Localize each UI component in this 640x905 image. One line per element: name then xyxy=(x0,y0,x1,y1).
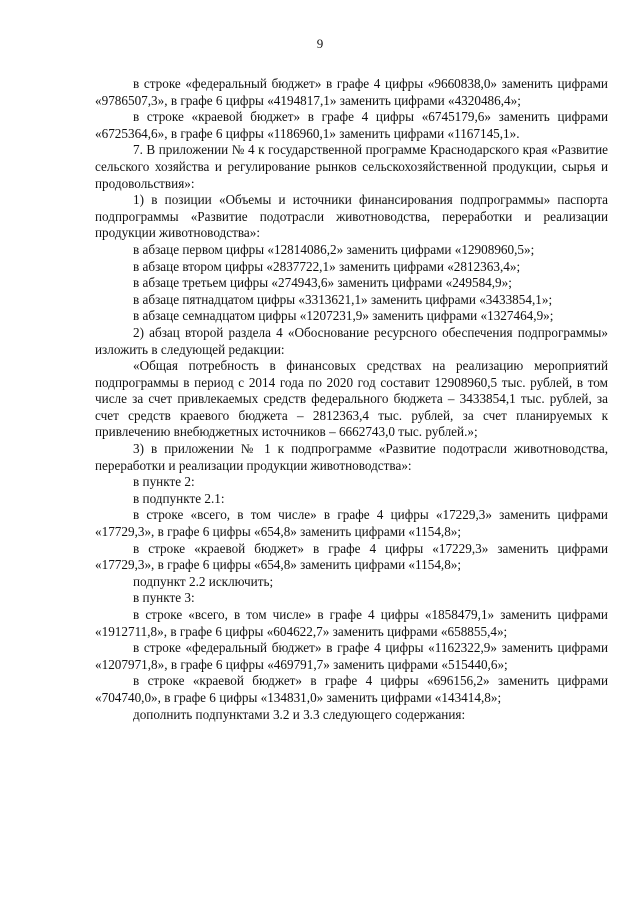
paragraph-item-7: 7. В приложении № 4 к государственной программе Краснодарского края «Развитие сельского хозяйства и регулирование рынков сельскохозяйственной продукции, сырья и продовольствия»: xyxy=(95,142,608,191)
paragraph-quote: «Общая потребность в финансовых средствах на реализацию мероприятий подпрограммы в период с 2014 года по 2020 год составит 12908960,5 тыс. рублей, в том числе за счет привлекаемых средств федерального бюджета – 3433854,1 тыс. рублей, за счет средств краевого бюджета – 2812363,4 тыс. рублей, за счет планируемых к привлечению внебюджетных источников – 6662743,0 тыс. рублей.»; xyxy=(95,358,608,440)
paragraph-federal-3: в строке «федеральный бюджет» в графе 4 цифры «1162322,9» заменить цифрами «1207971,8», в графе 6 цифры «469791,7» заменить цифрами «515440,6»; xyxy=(95,640,608,672)
paragraph-abzac-3: в абзаце третьем цифры «274943,6» заменить цифрами «249584,9»; xyxy=(133,275,512,291)
page-number: 9 xyxy=(316,36,324,51)
document-body xyxy=(95,76,608,723)
paragraph-abzac-1: в абзаце первом цифры «12814086,2» заменить цифрами «12908960,5»; xyxy=(133,241,535,257)
paragraph-federal-budget: в строке «федеральный бюджет» в графе 4 цифры «9660838,0» заменить цифрами «9786507,3», в графе 6 цифры «4194817,1» заменить цифрами «4320486,4»; xyxy=(95,76,608,108)
paragraph-regional-budget: в строке «краевой бюджет» в графе 4 цифры «6745179,6» заменить цифрами «6725364,6», в графе 6 цифры «1186960,1» заменить цифрами «1167145,1». xyxy=(95,109,608,141)
paragraph-subitem-3: 3) в приложении № 1 к подпрограмме «Развитие подотрасли животноводства, переработки и реализации продукции животноводства»: xyxy=(95,441,608,473)
paragraph-podpunkt-2-1: в подпункте 2.1: xyxy=(133,490,225,506)
paragraph-podpunkt-2-2: подпункт 2.2 исключить; xyxy=(133,573,274,589)
paragraph-punkt-2: в пункте 2: xyxy=(133,474,195,490)
paragraph-abzac-15: в абзаце пятнадцатом цифры «3313621,1» заменить цифрами «3433854,1»; xyxy=(133,291,553,307)
paragraph-supplement: дополнить подпунктами 3.2 и 3.3 следующего содержания: xyxy=(133,706,466,722)
paragraph-regional-3: в строке «краевой бюджет» в графе 4 цифры «696156,2» заменить цифрами «704740,0», в графе 6 цифры «134831,0» заменить цифрами «143414,8»; xyxy=(95,673,608,705)
paragraph-abzac-17: в абзаце семнадцатом цифры «1207231,9» заменить цифрами «1327464,9»; xyxy=(133,308,554,324)
paragraph-regional-2-1: в строке «краевой бюджет» в графе 4 цифры «17229,3» заменить цифрами «17729,3», в графе 6 цифры «654,8» заменить цифрами «1154,8»; xyxy=(95,540,608,573)
paragraph-subitem-1: 1) в позиции «Объемы и источники финансирования подпрограммы» паспорта подпрограммы «Развитие подотрасли животноводства, переработки и реализации продукции животноводства»: xyxy=(95,192,608,241)
paragraph-punkt-3: в пункте 3: xyxy=(133,590,195,606)
paragraph-total-3: в строке «всего, в том числе» в графе 4 цифры «1858479,1» заменить цифрами «1912711,8», в графе 6 цифры «604622,7» заменить цифрами «658855,4»; xyxy=(95,607,608,639)
paragraph-abzac-2: в абзаце втором цифры «2837722,1» заменить цифрами «2812363,4»; xyxy=(133,258,521,274)
paragraph-subitem-2: 2) абзац второй раздела 4 «Обоснование ресурсного обеспечения подпрограммы» изложить в следующей редакции: xyxy=(95,324,608,357)
paragraph-total-2-1: в строке «всего, в том числе» в графе 4 цифры «17229,3» заменить цифрами «17729,3», в графе 6 цифры «654,8» заменить цифрами «1154,8»; xyxy=(95,507,608,540)
